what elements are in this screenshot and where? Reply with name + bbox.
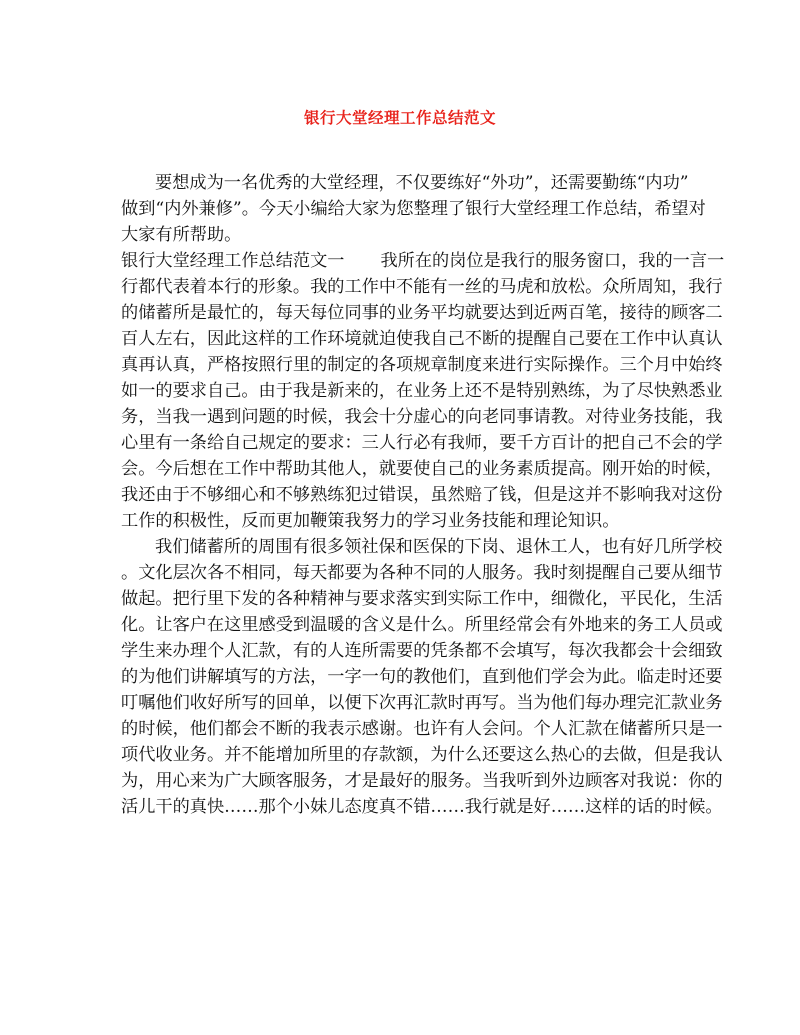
text-line: 。文化层次各不相同，每天都要为各种不同的人服务。我时刻提醒自己要从细节: [121, 563, 723, 583]
text-line: 的时候，他们都会不断的我表示感谢。也许有人会问。个人汇款在储蓄所只是一: [121, 719, 723, 739]
text-line: 要想成为一名优秀的大堂经理，不仅要练好“外功”，还需要勤练“内功”: [155, 173, 689, 193]
section-heading-line: [121, 248, 725, 274]
text-line: 的为他们讲解填写的方法，一字一句的教他们，直到他们学会为此。临走时还要: [121, 667, 723, 687]
text-line: 务，当我一遇到问题的时候，我会十分虚心的向老同事请教。对待业务技能，我: [121, 407, 723, 427]
text-line: 学生来办理个人汇款，有的人连所需要的凭条都不会填写，每次我都会十会细致: [121, 641, 723, 661]
text-line-fragment: 我所在的岗位是我行的服务窗口，我的一言一: [380, 251, 725, 271]
intro-paragraph: [121, 170, 706, 248]
text-line: 百人左右，因此这样的工作环境就迫使我自己不断的提醒自己要在工作中认真认: [121, 329, 723, 349]
text-line: 化。让客户在这里感受到温暖的含义是什么。所里经常会有外地来的务工人员或: [121, 615, 723, 635]
text-line: 心里有一条给自己规定的要求：三人行必有我师，要千方百计的把自己不会的学: [121, 433, 723, 453]
text-line: 项代收业务。并不能增加所里的存款额，为什么还要这么热心的去做，但是我认: [121, 745, 723, 765]
section-one-paragraph: [121, 248, 725, 534]
document-title: 银行大堂经理工作总结范文: [303, 108, 496, 127]
text-line: 叮嘱他们收好所写的回单，以便下次再汇款时再写。当为他们每办理完汇款业务: [121, 693, 723, 713]
text-line: 为，用心来为广大顾客服务，才是最好的服务。当我听到外边顾客对我说：你的: [121, 771, 723, 791]
text-line: 工作的积极性，反而更加鞭策我努力的学习业务技能和理论知识。: [121, 511, 620, 531]
text-line: 我还由于不够细心和不够熟练犯过错误，虽然赔了钱，但是这并不影响我对这份: [121, 485, 723, 505]
text-line: 我们储蓄所的周围有很多领社保和医保的下岗、退休工人，也有好几所学校: [155, 537, 723, 557]
text-line: 真再认真，严格按照行里的制定的各项规章制度来进行实际操作。三个月中始终: [121, 355, 723, 375]
document-body: [121, 170, 725, 820]
text-line: 行都代表着本行的形象。我的工作中不能有一丝的马虎和放松。众所周知，我行: [121, 277, 723, 297]
text-line: 大家有所帮助。: [121, 225, 242, 245]
text-line: 的储蓄所是最忙的，每天每位同事的业务平均就要达到近两百笔，接待的顾客二: [121, 303, 723, 323]
section-heading: 银行大堂经理工作总结范文一: [121, 251, 345, 271]
text-line: 活儿干的真快……那个小妹儿态度真不错……我行就是好……这样的话的时候。: [121, 797, 723, 817]
paragraph-two: [121, 534, 723, 820]
text-line: 做起。把行里下发的各种精神与要求落实到实际工作中，细微化，平民化，生活: [121, 589, 723, 609]
text-line: 如一的要求自己。由于我是新来的，在业务上还不是特别熟练，为了尽快熟悉业: [121, 381, 723, 401]
text-line: 会。今后想在工作中帮助其他人，就要使自己的业务素质提高。刚开始的时候，: [121, 459, 723, 479]
text-line: 做到“内外兼修”。今天小编给大家为您整理了银行大堂经理工作总结，希望对: [121, 199, 706, 219]
